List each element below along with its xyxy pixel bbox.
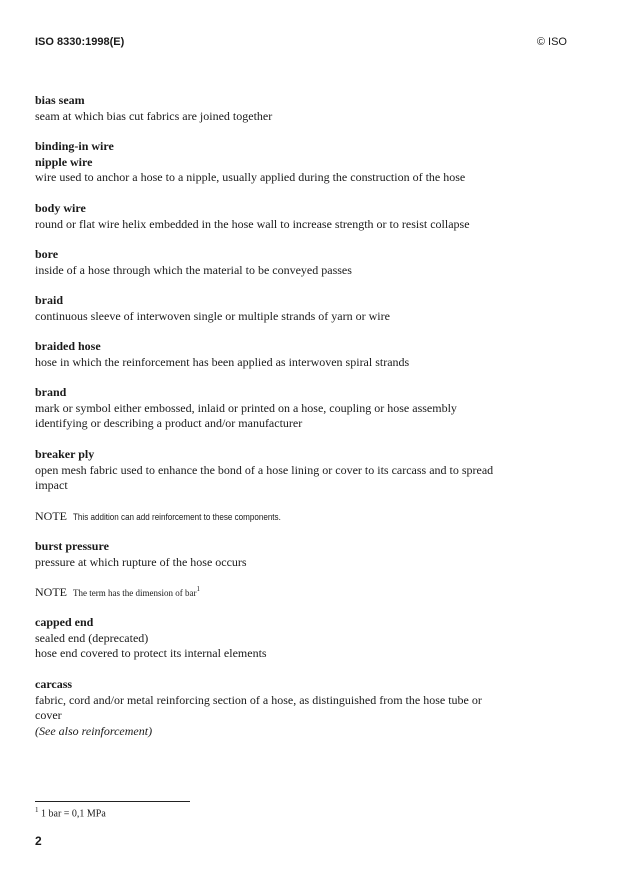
term: binding-in wire (35, 139, 114, 153)
note-label: NOTE (35, 509, 67, 523)
definition: continuous sleeve of interwoven single or multiple strands of yarn or wire (35, 308, 390, 323)
definition: identifying or describing a product and/or manufacturer (35, 416, 303, 430)
term: carcass (35, 677, 73, 691)
definition: fabric, cord and/or metal reinforcing section of a hose, as distinguished from the hose tube or (35, 692, 482, 707)
definition: seam at which bias cut fabrics are joined together (35, 108, 273, 123)
entry-breaker-ply (35, 447, 555, 494)
see-also: (See also reinforcement) (35, 723, 153, 738)
term-synonym: nipple wire (35, 154, 93, 169)
definition: sealed end (deprecated) (35, 630, 149, 645)
definition: wire used to anchor a hose to a nipple, usually applied during the construction of the hose (35, 170, 466, 184)
definition: mark or symbol either embossed, inlaid or printed on a hose, coupling or hose assembly (35, 400, 457, 415)
entry-bias-seam (35, 93, 555, 124)
term: breaker ply (35, 447, 95, 461)
definition: impact (35, 478, 68, 492)
footnote (35, 806, 106, 819)
definition: open mesh fabric used to enhance the bond of a hose lining or cover to its carcass and to spread (35, 462, 494, 477)
term: braid (35, 293, 64, 307)
definition: hose end covered to protect its internal elements (35, 646, 267, 660)
entry-bore (35, 247, 555, 278)
footnote-text: 1 bar = 0,1 MPa (41, 808, 106, 820)
entry-capped-end (35, 615, 555, 662)
footnote-ref[interactable]: 1 (196, 585, 200, 593)
note-label: NOTE (35, 585, 67, 599)
definition: hose in which the reinforcement has been applied as interwoven spiral strands (35, 354, 410, 369)
note (35, 509, 318, 524)
note-text: This addition can add reinforcement to these components. (73, 512, 281, 523)
term: body wire (35, 201, 86, 215)
note (35, 585, 200, 600)
term: capped end (35, 615, 94, 629)
term: bore (35, 247, 59, 261)
entry-binding-in-wire (35, 139, 555, 186)
entry-burst-pressure (35, 539, 555, 570)
entry-body-wire (35, 201, 555, 232)
copyright: © ISO (536, 36, 567, 48)
entry-brand (35, 385, 555, 432)
document-id: ISO 8330:1998(E) (35, 36, 125, 48)
footnote-number: 1 (35, 806, 39, 814)
term: brand (35, 385, 67, 399)
definition: cover (35, 708, 62, 722)
definition: round or flat wire helix embedded in the hose wall to increase strength or to resist collapse (35, 216, 470, 231)
term: braided hose (35, 339, 101, 353)
footnote-divider (35, 801, 190, 802)
entry-braided-hose (35, 339, 555, 370)
definition: inside of a hose through which the material to be conveyed passes (35, 262, 352, 277)
entry-carcass (35, 677, 555, 739)
definition: pressure at which rupture of the hose occurs (35, 554, 247, 569)
term: bias seam (35, 93, 85, 107)
note-text: The term has the dimension of bar (73, 588, 197, 598)
term: burst pressure (35, 539, 109, 553)
entry-braid (35, 293, 555, 324)
page-number: 2 (35, 834, 42, 848)
